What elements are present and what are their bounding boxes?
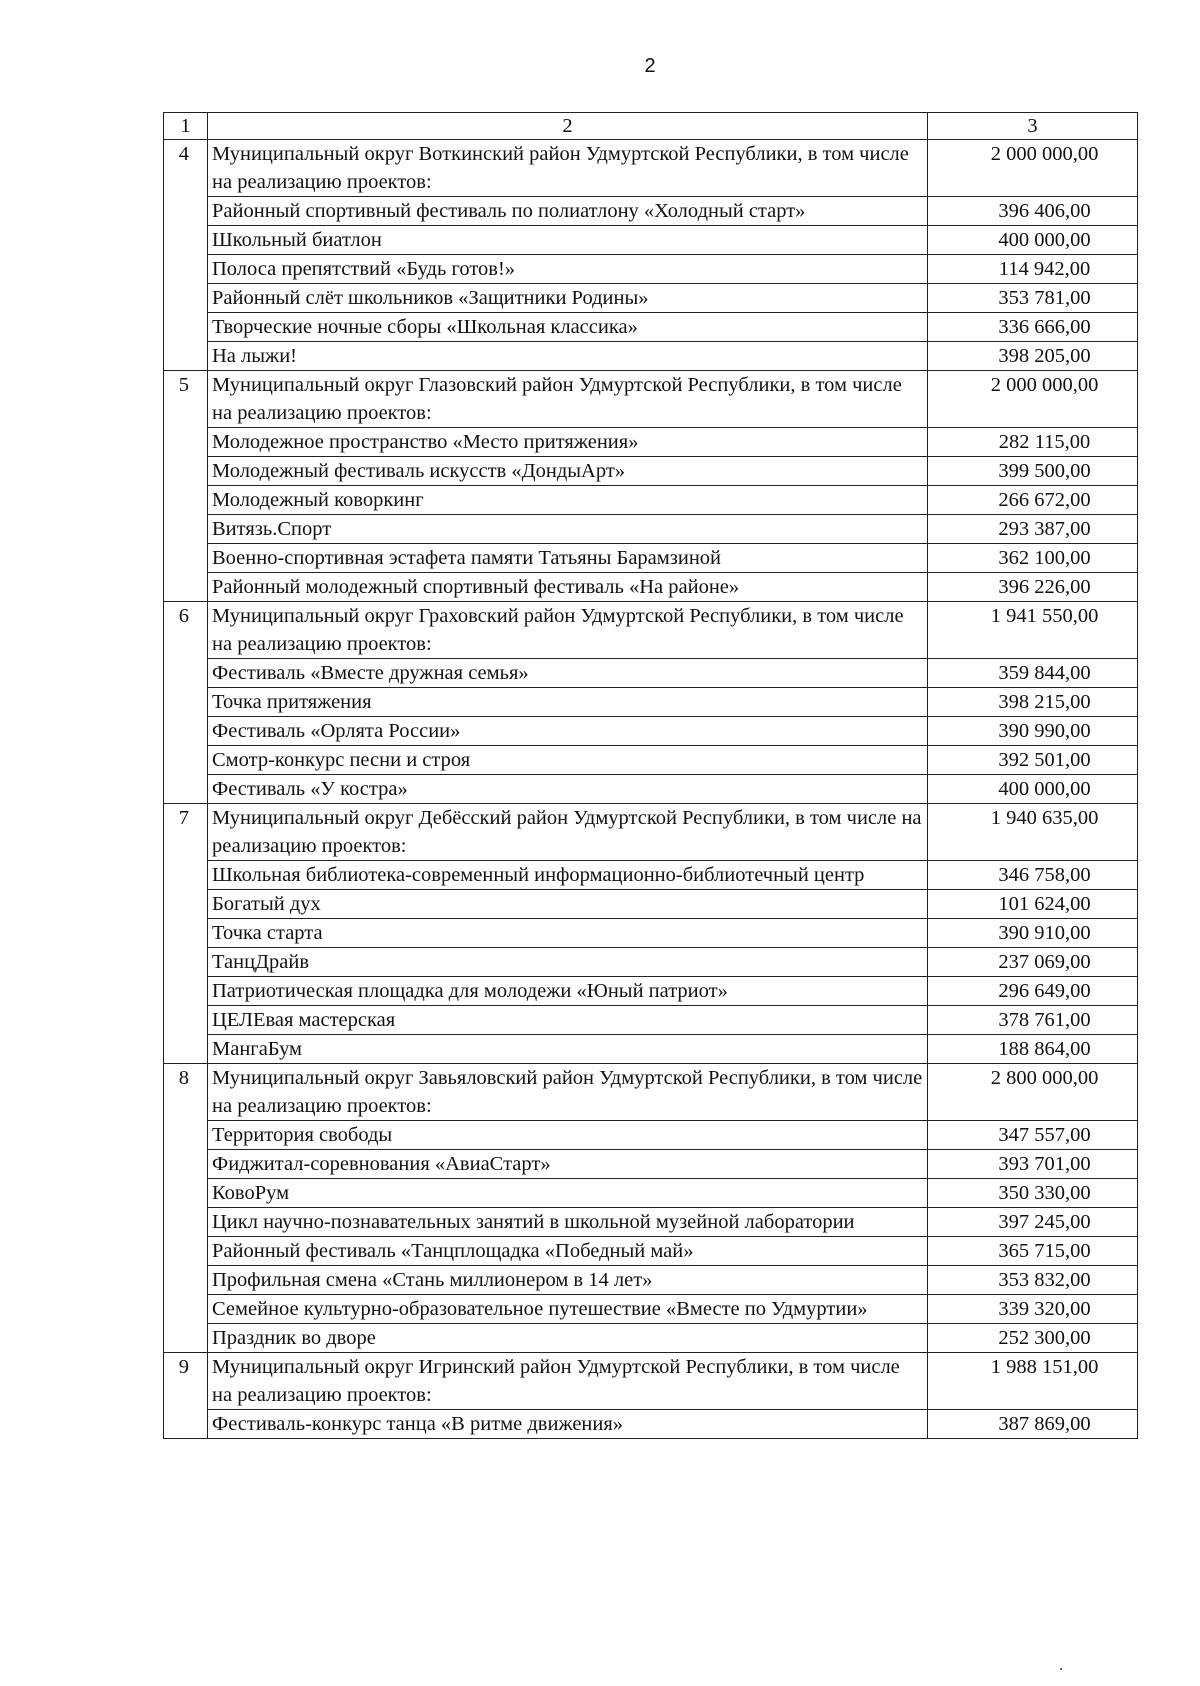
project-number-cell <box>164 919 208 948</box>
project-amount: 237 069,00 <box>928 948 1138 977</box>
project-number-cell <box>164 313 208 342</box>
project-number-cell <box>164 688 208 717</box>
project-amount: 400 000,00 <box>928 775 1138 804</box>
project-row <box>164 919 1138 948</box>
project-name: На лыжи! <box>208 342 928 371</box>
project-number-cell <box>164 1324 208 1353</box>
project-name: Точка старта <box>208 919 928 948</box>
project-row <box>164 890 1138 919</box>
project-name: Молодежное пространство «Место притяжения» <box>208 428 928 457</box>
project-row <box>164 313 1138 342</box>
project-number-cell <box>164 486 208 515</box>
project-row <box>164 948 1138 977</box>
project-name: Цикл научно-познавательных занятий в школьной музейной лаборатории <box>208 1208 928 1237</box>
group-total: 2 000 000,00 <box>928 371 1138 428</box>
project-row <box>164 457 1138 486</box>
project-number-cell <box>164 1208 208 1237</box>
project-amount: 393 701,00 <box>928 1150 1138 1179</box>
project-amount: 347 557,00 <box>928 1121 1138 1150</box>
project-row <box>164 1237 1138 1266</box>
project-row <box>164 1410 1138 1439</box>
project-number-cell <box>164 1121 208 1150</box>
funding-table <box>163 112 1138 1439</box>
project-name: Патриотическая площадка для молодежи «Юный патриот» <box>208 977 928 1006</box>
project-name: Праздник во дворе <box>208 1324 928 1353</box>
project-name: Полоса препятствий «Будь готов!» <box>208 255 928 284</box>
project-amount: 359 844,00 <box>928 659 1138 688</box>
project-row <box>164 1179 1138 1208</box>
project-name: ТанцДрайв <box>208 948 928 977</box>
group-total: 2 800 000,00 <box>928 1064 1138 1121</box>
project-amount: 188 864,00 <box>928 1035 1138 1064</box>
header-col-2: 2 <box>208 113 928 140</box>
group-total: 1 941 550,00 <box>928 602 1138 659</box>
project-name: Военно-спортивная эстафета памяти Татьяны Барамзиной <box>208 544 928 573</box>
project-amount: 252 300,00 <box>928 1324 1138 1353</box>
project-row <box>164 573 1138 602</box>
project-amount: 101 624,00 <box>928 890 1138 919</box>
project-name: Школьный биатлон <box>208 226 928 255</box>
group-total: 1 940 635,00 <box>928 804 1138 861</box>
project-row <box>164 515 1138 544</box>
project-number-cell <box>164 544 208 573</box>
group-row <box>164 140 1138 197</box>
scan-speck <box>1060 1668 1062 1670</box>
project-name: Фестиваль-конкурс танца «В ритме движения» <box>208 1410 928 1439</box>
group-title: Муниципальный округ Дебёсский район Удмуртской Республики, в том числе на реализацию проектов: <box>208 804 928 861</box>
project-amount: 114 942,00 <box>928 255 1138 284</box>
group-number: 4 <box>164 140 208 197</box>
header-col-1: 1 <box>164 113 208 140</box>
group-title: Муниципальный округ Граховский район Удмуртской Республики, в том числе на реализацию проектов: <box>208 602 928 659</box>
project-row <box>164 486 1138 515</box>
project-amount: 397 245,00 <box>928 1208 1138 1237</box>
project-name: Витязь.Спорт <box>208 515 928 544</box>
project-name: Районный слёт школьников «Защитники Родины» <box>208 284 928 313</box>
project-row <box>164 659 1138 688</box>
project-name: КовоРум <box>208 1179 928 1208</box>
project-number-cell <box>164 1179 208 1208</box>
project-number-cell <box>164 255 208 284</box>
group-number: 8 <box>164 1064 208 1121</box>
project-amount: 353 781,00 <box>928 284 1138 313</box>
project-amount: 365 715,00 <box>928 1237 1138 1266</box>
project-name: Семейное культурно-образовательное путешествие «Вместе по Удмуртии» <box>208 1295 928 1324</box>
project-name: Фиджитал-соревнования «АвиаСтарт» <box>208 1150 928 1179</box>
project-amount: 296 649,00 <box>928 977 1138 1006</box>
project-number-cell <box>164 890 208 919</box>
page-number: 2 <box>644 55 656 77</box>
project-name: Молодежный коворкинг <box>208 486 928 515</box>
project-name: Территория свободы <box>208 1121 928 1150</box>
group-title: Муниципальный округ Глазовский район Удмуртской Республики, в том числе на реализацию проектов: <box>208 371 928 428</box>
project-amount: 399 500,00 <box>928 457 1138 486</box>
project-row <box>164 688 1138 717</box>
funding-table-body <box>164 113 1138 1439</box>
project-amount: 396 226,00 <box>928 573 1138 602</box>
project-number-cell <box>164 861 208 890</box>
project-row <box>164 428 1138 457</box>
header-col-3: 3 <box>928 113 1138 140</box>
project-amount: 346 758,00 <box>928 861 1138 890</box>
project-amount: 339 320,00 <box>928 1295 1138 1324</box>
project-name: Точка притяжения <box>208 688 928 717</box>
project-name: Районный фестиваль «Танцплощадка «Победный май» <box>208 1237 928 1266</box>
project-number-cell <box>164 226 208 255</box>
group-number: 7 <box>164 804 208 861</box>
project-name: Смотр-конкурс песни и строя <box>208 746 928 775</box>
project-number-cell <box>164 746 208 775</box>
group-number: 9 <box>164 1353 208 1410</box>
group-number: 5 <box>164 371 208 428</box>
group-row <box>164 1064 1138 1121</box>
project-number-cell <box>164 1410 208 1439</box>
project-number-cell <box>164 948 208 977</box>
project-number-cell <box>164 428 208 457</box>
project-amount: 378 761,00 <box>928 1006 1138 1035</box>
project-name: Фестиваль «Вместе дружная семья» <box>208 659 928 688</box>
project-number-cell <box>164 717 208 746</box>
project-row <box>164 284 1138 313</box>
project-number-cell <box>164 1266 208 1295</box>
project-amount: 400 000,00 <box>928 226 1138 255</box>
project-amount: 336 666,00 <box>928 313 1138 342</box>
project-row <box>164 255 1138 284</box>
project-number-cell <box>164 1295 208 1324</box>
project-row <box>164 544 1138 573</box>
project-amount: 293 387,00 <box>928 515 1138 544</box>
project-row <box>164 1121 1138 1150</box>
project-number-cell <box>164 1150 208 1179</box>
project-amount: 396 406,00 <box>928 197 1138 226</box>
project-name: Школьная библиотека-современный информационно-библиотечный центр <box>208 861 928 890</box>
project-number-cell <box>164 1006 208 1035</box>
group-row <box>164 602 1138 659</box>
project-row <box>164 342 1138 371</box>
project-amount: 398 215,00 <box>928 688 1138 717</box>
project-row <box>164 1324 1138 1353</box>
project-amount: 398 205,00 <box>928 342 1138 371</box>
project-row <box>164 775 1138 804</box>
project-row <box>164 1006 1138 1035</box>
group-row <box>164 1353 1138 1410</box>
group-total: 2 000 000,00 <box>928 140 1138 197</box>
project-name: Творческие ночные сборы «Школьная классика» <box>208 313 928 342</box>
group-row <box>164 371 1138 428</box>
project-row <box>164 746 1138 775</box>
project-amount: 282 115,00 <box>928 428 1138 457</box>
project-number-cell <box>164 197 208 226</box>
group-title: Муниципальный округ Игринский район Удмуртской Республики, в том числе на реализацию проектов: <box>208 1353 928 1410</box>
group-row <box>164 804 1138 861</box>
project-row <box>164 1208 1138 1237</box>
project-amount: 392 501,00 <box>928 746 1138 775</box>
project-name: Фестиваль «Орлята России» <box>208 717 928 746</box>
project-amount: 350 330,00 <box>928 1179 1138 1208</box>
project-number-cell <box>164 457 208 486</box>
project-row <box>164 197 1138 226</box>
group-total: 1 988 151,00 <box>928 1353 1138 1410</box>
project-amount: 390 990,00 <box>928 717 1138 746</box>
project-number-cell <box>164 1237 208 1266</box>
project-row <box>164 1266 1138 1295</box>
project-row <box>164 1150 1138 1179</box>
project-number-cell <box>164 977 208 1006</box>
project-amount: 362 100,00 <box>928 544 1138 573</box>
project-name: Профильная смена «Стань миллионером в 14 лет» <box>208 1266 928 1295</box>
project-amount: 353 832,00 <box>928 1266 1138 1295</box>
project-number-cell <box>164 659 208 688</box>
project-name: Фестиваль «У костра» <box>208 775 928 804</box>
project-row <box>164 977 1138 1006</box>
project-amount: 390 910,00 <box>928 919 1138 948</box>
project-number-cell <box>164 775 208 804</box>
project-number-cell <box>164 515 208 544</box>
group-title: Муниципальный округ Завьяловский район Удмуртской Республики, в том числе на реализацию проектов: <box>208 1064 928 1121</box>
project-row <box>164 1035 1138 1064</box>
project-amount: 387 869,00 <box>928 1410 1138 1439</box>
project-row <box>164 861 1138 890</box>
project-number-cell <box>164 284 208 313</box>
group-number: 6 <box>164 602 208 659</box>
project-name: МангаБум <box>208 1035 928 1064</box>
project-number-cell <box>164 573 208 602</box>
project-row <box>164 1295 1138 1324</box>
project-amount: 266 672,00 <box>928 486 1138 515</box>
project-name: ЦЕЛЕвая мастерская <box>208 1006 928 1035</box>
project-row <box>164 226 1138 255</box>
project-number-cell <box>164 1035 208 1064</box>
project-name: Богатый дух <box>208 890 928 919</box>
project-name: Районный спортивный фестиваль по полиатлону «Холодный старт» <box>208 197 928 226</box>
group-title: Муниципальный округ Воткинский район Удмуртской Республики, в том числе на реализацию проектов: <box>208 140 928 197</box>
header-row <box>164 113 1138 140</box>
project-number-cell <box>164 342 208 371</box>
project-name: Районный молодежный спортивный фестиваль «На районе» <box>208 573 928 602</box>
project-row <box>164 717 1138 746</box>
project-name: Молодежный фестиваль искусств «ДондыАрт» <box>208 457 928 486</box>
